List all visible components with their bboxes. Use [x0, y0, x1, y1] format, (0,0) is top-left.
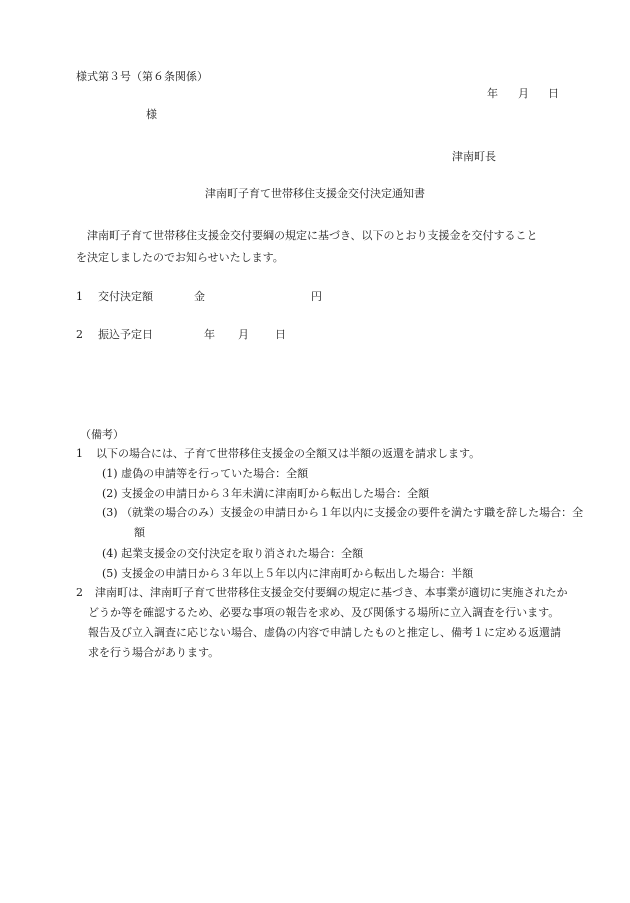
issuer-name: 津南町長	[452, 150, 496, 163]
item-label: 交付決定額	[98, 290, 153, 303]
remarks-heading: （備考）	[80, 428, 124, 441]
transfer-day-label: 日	[275, 328, 286, 341]
document-title: 津南町子育て世帯移住支援金交付決定通知書	[205, 187, 425, 200]
remark-text: 津南町は、津南町子育て世帯移住支援金交付要綱の規定に基づき、本事業が適切に実施されたかどうか等を確認するため、必要な事項の報告を求め、及び関係する場所に立入調査を行います。報告及び立入調査に応じない場合、虚偽の内容で申請したものと推定し、備考１に定める返還請求を行う場合があります。	[88, 586, 568, 659]
remark-1	[76, 447, 556, 460]
item-transfer-date	[76, 328, 286, 341]
date-month-label: 月	[518, 87, 529, 100]
body-paragraph: 津南町子育て世帯移住支援金交付要綱の規定に基づき、以下のとおり支援金を交付することを決定しましたのでお知らせいたします。	[76, 229, 538, 264]
date-day-label: 日	[548, 87, 559, 100]
item-label: 振込予定日	[98, 328, 153, 341]
amount-prefix: 金	[194, 290, 205, 303]
remark-text: 以下の場合には、子育て世帯移住支援金の全額又は半額の返還を請求します。	[96, 447, 481, 460]
remark-2	[76, 583, 570, 663]
recipient-suffix: 様	[146, 108, 157, 121]
item-number: 1	[76, 290, 83, 303]
remark-1-subitem: (2) 支援金の申請日から３年未満に津南町から転出した場合：全額	[102, 487, 430, 500]
transfer-year-label: 年	[204, 328, 215, 341]
item-grant-amount	[76, 290, 322, 303]
remark-1-subitem: (3) （就業の場合のみ）支援金の申請日から１年以内に支援金の要件を満たす職を辞した場合：全額	[102, 506, 584, 539]
remark-1-subitem: (5) 支援金の申請日から３年以上５年以内に津南町から転出した場合：半額	[102, 567, 474, 580]
form-number: 様式第３号（第６条関係）	[76, 70, 208, 83]
remark-number: 1	[76, 447, 83, 460]
remark-number: 2	[76, 586, 83, 599]
remark-1-subitem: (4) 起業支援金の交付決定を取り消された場合：全額	[102, 547, 364, 560]
item-number: 2	[76, 328, 83, 341]
issue-date	[487, 87, 559, 100]
transfer-month-label: 月	[238, 328, 249, 341]
remark-1-subitem: (1) 虚偽の申請等を行っていた場合：全額	[102, 467, 309, 480]
date-year-label: 年	[487, 87, 498, 100]
amount-unit: 円	[311, 290, 322, 303]
